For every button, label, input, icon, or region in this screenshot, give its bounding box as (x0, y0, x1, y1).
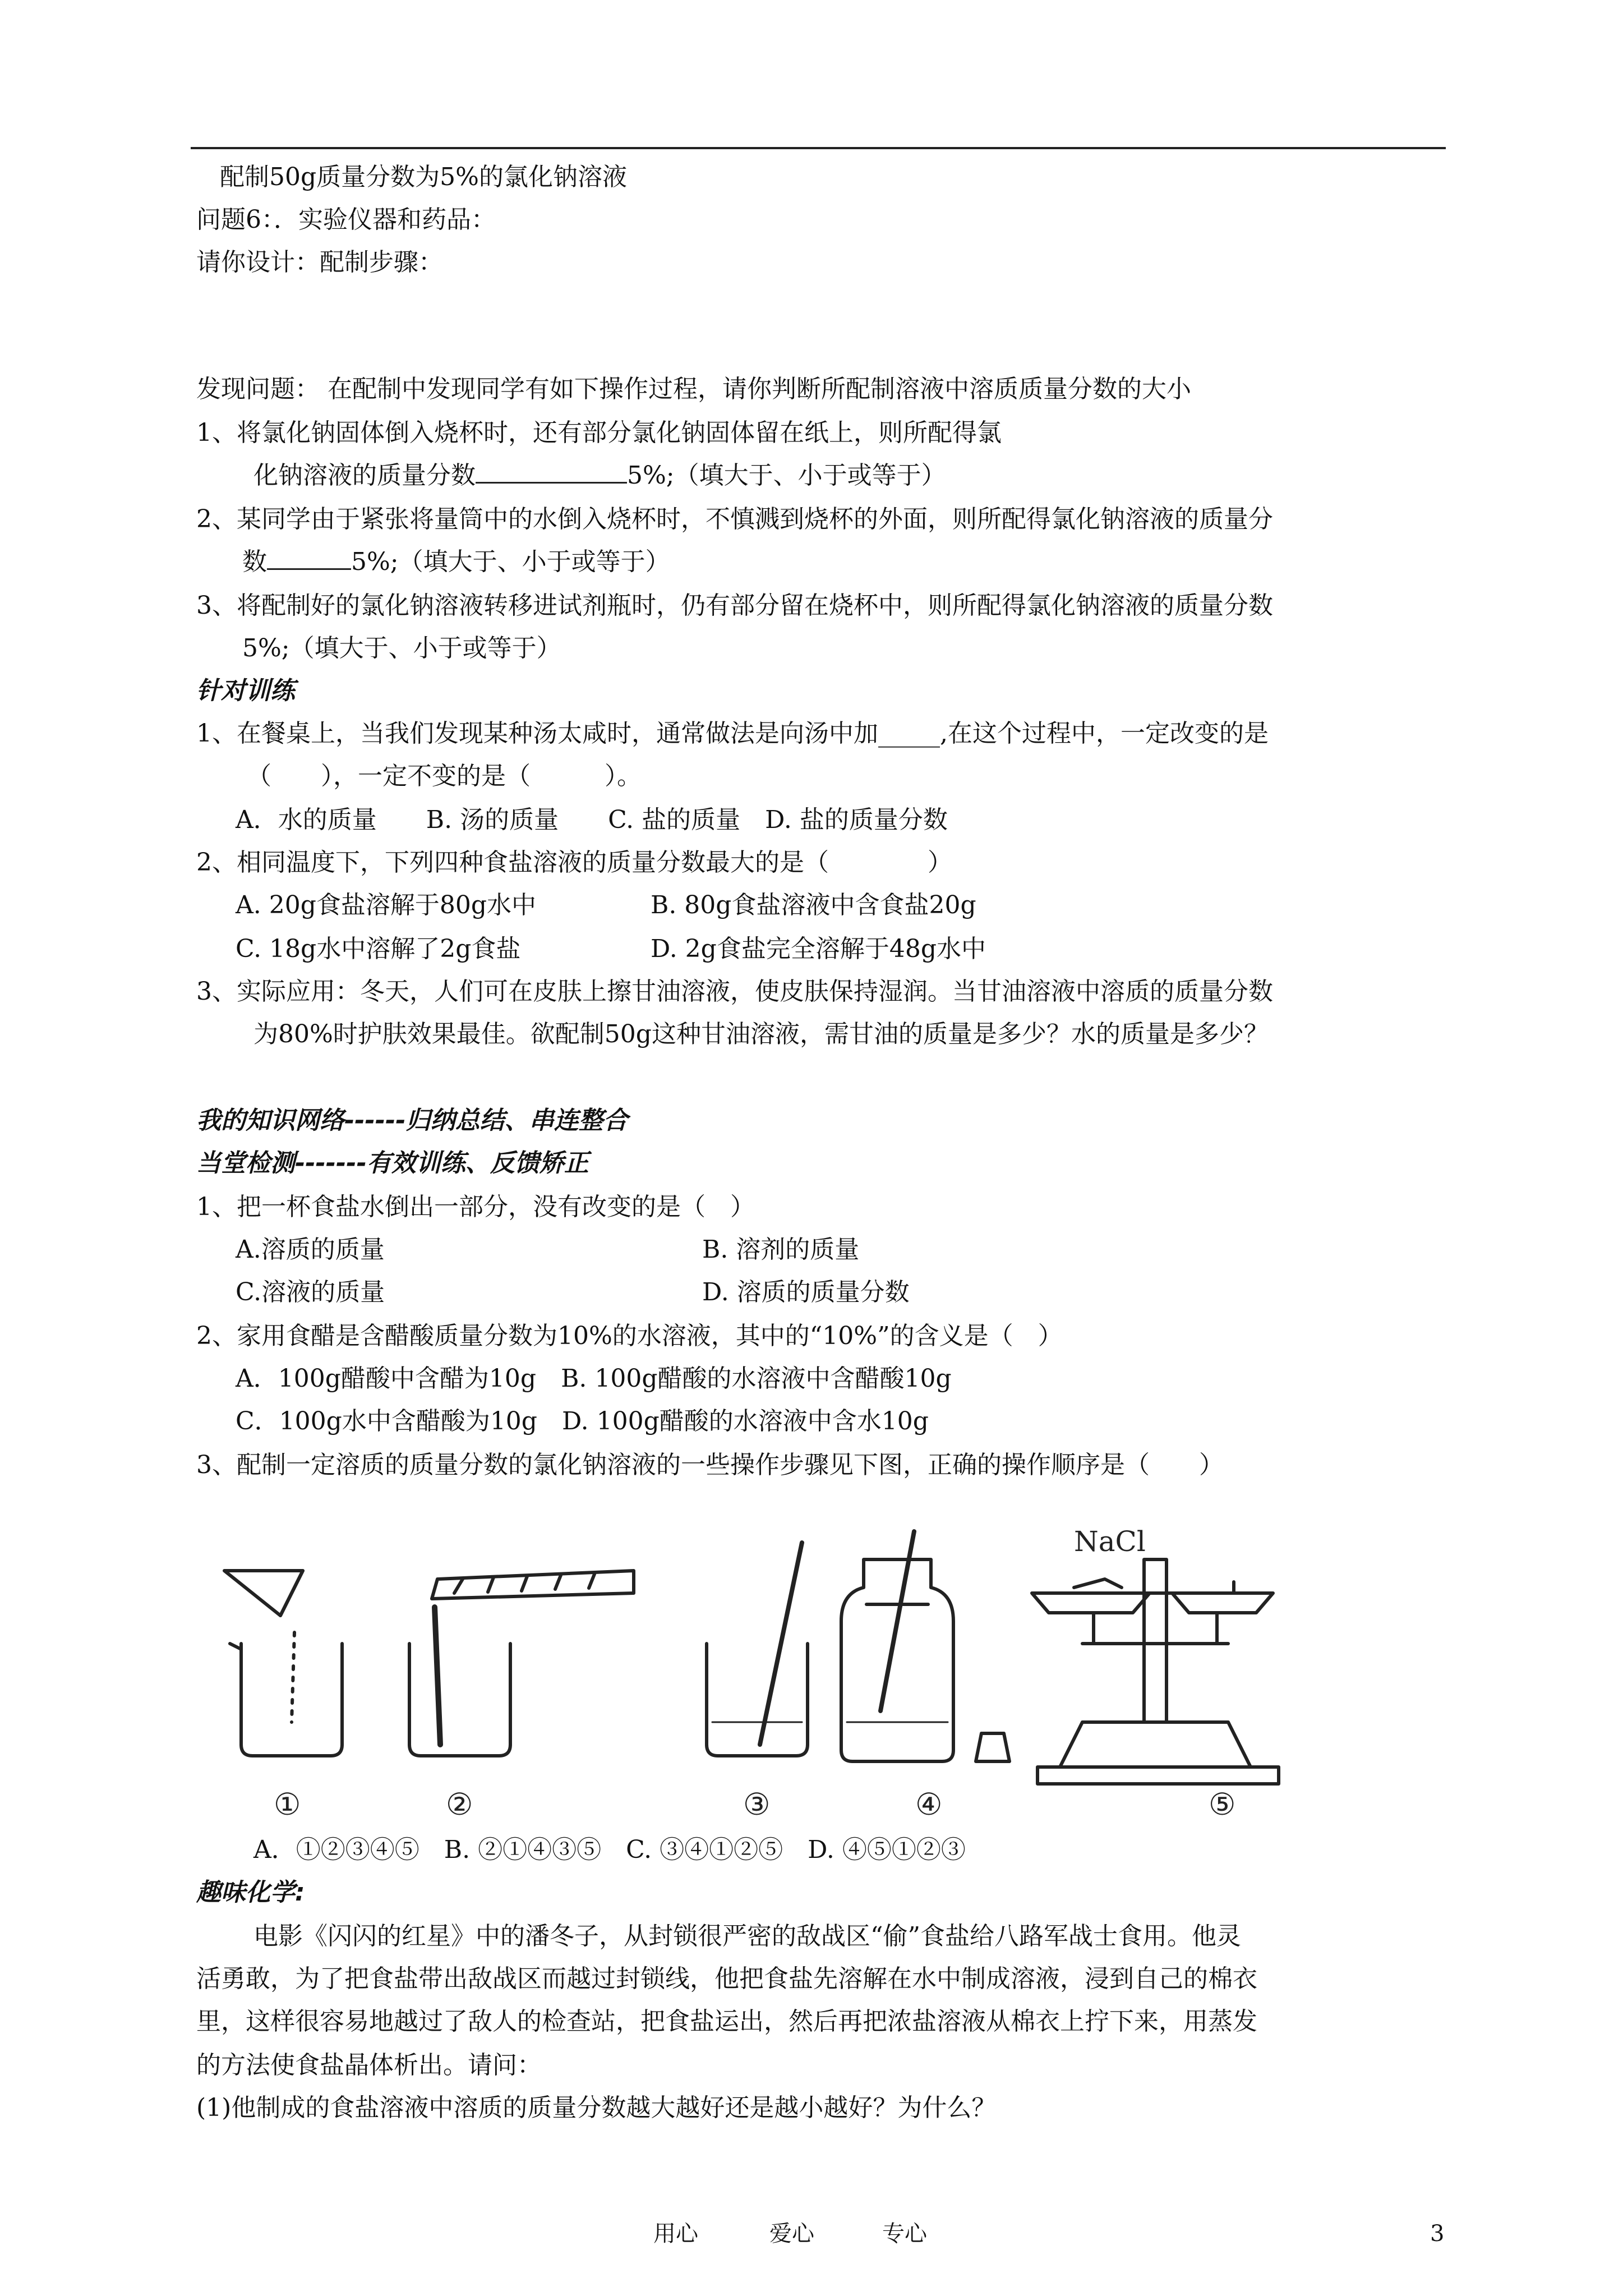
discover-q3-line2: 5%;（填大于、小于或等于） (242, 634, 561, 662)
test-q1-option-b: B. 溶剂的质量 (702, 1235, 860, 1264)
training-q1-line2: （ ），一定不变的是（ ）。 (247, 762, 642, 790)
test-q3: 3、配制一定溶质的质量分数的氯化钠溶液的一些操作步骤见下图，正确的操作顺序是（ ） (196, 1451, 1224, 1479)
step-label-2: ② (446, 1787, 473, 1822)
discover-q2-line2: 数 5%;（填大于、小于或等于） (242, 545, 670, 579)
test-q1: 1、把一杯食盐水倒出一部分，没有改变的是（ ） (196, 1193, 755, 1221)
training-q2-option-c: C. 18g水中溶解了2g食盐 (236, 935, 521, 963)
discover-q2-line1: 2、某同学由于紧张将量筒中的水倒入烧杯时，不慎溅到烧杯的外面，则所配得氯化钠溶液的质量分 (196, 505, 1273, 533)
step-label-4: ④ (915, 1787, 943, 1822)
footer-motto-3: 专心 (882, 2221, 927, 2247)
network-heading: 我的知识网络------归纳总结、串连整合 (196, 1106, 628, 1135)
training-q2-option-d: D. 2g食盐完全溶解于48g水中 (651, 935, 986, 963)
training-q3-line2: 为80%时护肤效果最佳。欲配制50g这种甘油溶液，需甘油的质量是多少？水的质量是多少？ (253, 1020, 1269, 1048)
answer-blank-1[interactable] (476, 459, 627, 484)
discover-q1-line1: 1、将氯化钠固体倒入烧杯时，还有部分氯化钠固体留在纸上，则所配得氯 (196, 418, 1002, 447)
discover-q1-line2: 化钠溶液的质量分数 5%;（填大于、小于或等于） (253, 459, 946, 493)
test-q2-options-cd: C．100g水中含醋酸为10g D. 100g醋酸的水溶液中含水10g (236, 1407, 929, 1435)
step-label-5: ⑤ (1209, 1787, 1236, 1822)
fun-paragraph-line2: 活勇敢，为了把食盐带出敌战区而越过封锁线，他把食盐先溶解在水中制成溶液，浸到自己的棉衣 (196, 1964, 1257, 1993)
step-label-1: ① (274, 1787, 301, 1822)
question-6: 问题6：．实验仪器和药品： (196, 205, 496, 234)
test-q3-options: A．①②③④⑤ B. ②①④③⑤ C. ③④①②⑤ D. ④⑤①②③ (253, 1835, 966, 1864)
page-number: 3 (1430, 2221, 1445, 2247)
fun-paragraph-line4: 的方法使食盐晶体析出。请问： (196, 2051, 542, 2079)
fun-paragraph-line3: 里，这样很容易地越过了敌人的检查站，把食盐运出，然后再把浓盐溶液从棉衣上拧下来，用蒸发 (196, 2007, 1257, 2036)
design-prompt: 请你设计：配制步骤： (196, 248, 443, 277)
step5-balance-icon (1032, 1559, 1279, 1784)
step4-bottle-icon (841, 1531, 1009, 1761)
test-q1-option-a: A.溶质的质量 (236, 1235, 385, 1264)
training-heading: 针对训练 (196, 677, 295, 705)
step-label-3: ③ (743, 1787, 771, 1822)
training-q2: 2、相同温度下，下列四种食盐溶液的质量分数最大的是（ ） (196, 848, 952, 877)
experiment-title: 配制50g质量分数为5%的氯化钠溶液 (220, 163, 627, 191)
fun-paragraph-line1: 电影《闪闪的红星》中的潘冬子，从封锁很严密的敌战区“偷”食盐给八路军战士食用。他灵 (253, 1922, 1241, 1950)
procedure-figure (208, 1509, 1329, 1823)
test-heading: 当堂检测-------有效训练、反馈矫正 (196, 1149, 589, 1177)
test-q2-options-ab: A．100g醋酸中含醋为10g B. 100g醋酸的水溶液中含醋酸10g (236, 1364, 952, 1393)
step3-stirring-icon (707, 1543, 808, 1756)
fun-question-1: (1)他制成的食盐溶液中溶质的质量分数越大越好还是越小越好？为什么？ (196, 2093, 997, 2122)
training-q2-option-a: A. 20g食盐溶解于80g水中 (236, 891, 537, 919)
test-q1-option-c: C.溶液的质量 (236, 1278, 385, 1306)
step2-cylinder-icon (409, 1571, 634, 1756)
test-q2: 2、家用食醋是含醋酸质量分数为10%的水溶液，其中的“10%”的含义是（ ） (196, 1322, 1063, 1350)
discover-intro: 发现问题： 在配制中发现同学有如下操作过程，请你判断所配制溶液中溶质质量分数的大小 (196, 375, 1191, 403)
footer-motto-1: 用心 (653, 2221, 698, 2247)
answer-blank-2[interactable] (267, 546, 351, 570)
training-q1-line1: 1、在餐桌上，当我们发现某种汤太咸时，通常做法是向汤中加_____,在这个过程中，一定改变的是 (196, 719, 1269, 748)
footer-motto-2: 爱心 (769, 2221, 814, 2247)
training-q3-line1: 3、实际应用：冬天，人们可在皮肤上擦甘油溶液，使皮肤保持湿润。当甘油溶液中溶质的质量分数 (196, 977, 1273, 1006)
fun-heading: 趣味化学: (196, 1878, 305, 1907)
nacl-label: NaCl (1074, 1525, 1146, 1558)
discover-q3-line1: 3、将配制好的氯化钠溶液转移进试剂瓶时，仍有部分留在烧杯中，则所配得氯化钠溶液的质量分数 (196, 591, 1273, 620)
header-rule (191, 147, 1446, 149)
training-q1-options: A．水的质量 B. 汤的质量 C. 盐的质量 D. 盐的质量分数 (236, 806, 948, 834)
test-q1-option-d: D. 溶质的质量分数 (702, 1278, 910, 1306)
step1-beaker-icon (224, 1571, 342, 1756)
training-q2-option-b: B. 80g食盐溶液中含食盐20g (651, 891, 976, 919)
